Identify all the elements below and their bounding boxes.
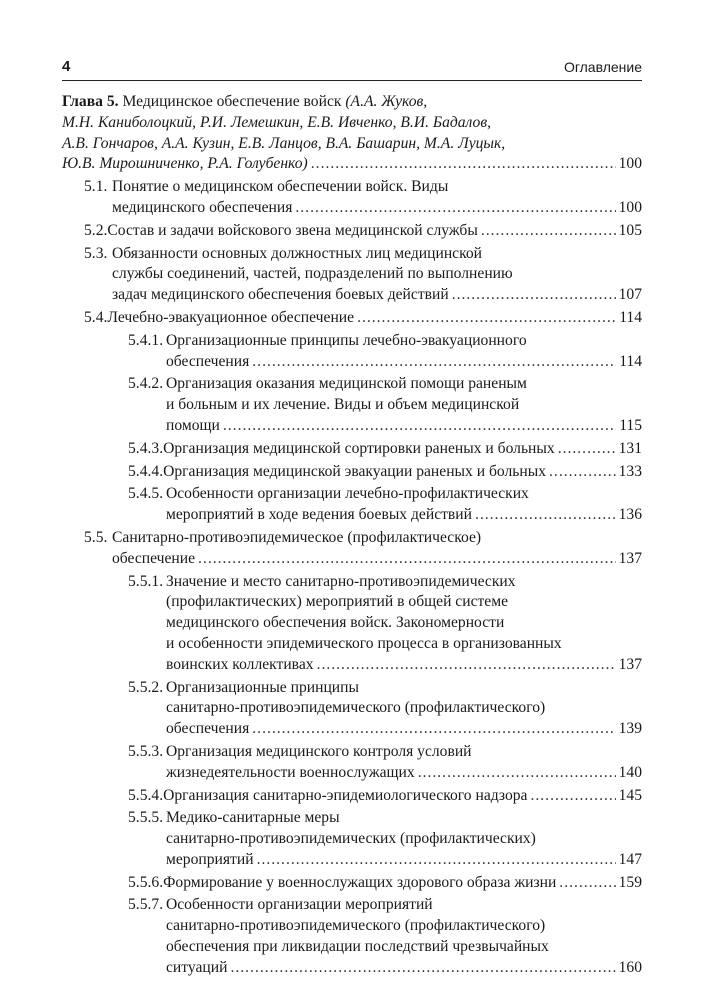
dot-leader: [357, 308, 616, 329]
section-title-line: обеспечение: [112, 549, 196, 567]
section-number: 5.4.1.: [128, 331, 164, 349]
toc-entry[interactable]: [62, 374, 642, 436]
toc-entry[interactable]: [62, 786, 642, 807]
toc-entry[interactable]: [62, 528, 642, 570]
section-number: 5.4.4.: [128, 462, 164, 480]
page-ref: 137: [618, 549, 642, 567]
page-ref: 159: [618, 873, 642, 891]
section-number: 5.4.5.: [128, 485, 164, 503]
section-number: 5.5.7.: [128, 896, 164, 914]
dot-leader: [252, 719, 615, 740]
section-number: 5.5.6.: [128, 873, 164, 891]
section-number: 5.5.2.: [128, 678, 164, 696]
section-title-line: задач медицинского обеспечения боевых действий: [112, 286, 449, 304]
page-ref: 139: [618, 720, 642, 738]
section-title-line: Организационные принципы лечебно-эвакуационного: [166, 331, 527, 349]
toc-entry[interactable]: [62, 221, 642, 242]
section-number: 5.3.: [84, 244, 108, 262]
section-title-line: медицинского обеспечения войск. Закономерности: [166, 614, 505, 632]
section-title-line: обеспечения: [166, 720, 250, 738]
page-ref: 114: [619, 308, 642, 326]
page-ref: 147: [618, 850, 642, 868]
dot-leader: [481, 221, 616, 242]
chapter-label: Глава 5.: [62, 93, 119, 110]
section-title-line: Особенности организации лечебно-профилактических: [166, 485, 529, 503]
page-ref: 115: [619, 416, 642, 434]
section-number: 5.4.3.: [128, 439, 164, 457]
section-number: 5.5.: [84, 528, 108, 546]
section-title-line: санитарно-противоэпидемического (профилактического): [166, 699, 546, 717]
section-number: 5.5.3.: [128, 742, 164, 760]
section-title-line: Организация санитарно-эпидемиологического надзора: [163, 786, 528, 804]
section-number: 5.5.5.: [128, 809, 164, 827]
dot-leader: [530, 786, 615, 807]
toc-entry[interactable]: [62, 742, 642, 784]
page-ref: 137: [618, 655, 642, 673]
page-ref: 105: [618, 221, 642, 239]
dot-leader: [452, 285, 616, 306]
toc-entry[interactable]: [62, 308, 642, 329]
running-title: Оглавление: [563, 59, 642, 75]
toc-entry[interactable]: [62, 331, 642, 373]
dot-leader: [295, 198, 615, 219]
dot-leader: [257, 850, 616, 871]
dot-leader: [317, 655, 616, 676]
chapter-authors: А.В. Гончаров, А.А. Кузин, Е.В. Ланцов, В.А. Башарин, М.А. Луцык,: [62, 134, 506, 152]
page-ref: 145: [618, 786, 642, 804]
section-title-line: Особенности организации мероприятий: [166, 896, 433, 914]
section-number: 5.2.: [84, 221, 108, 239]
page-ref: 114: [619, 352, 642, 370]
section-title-line: Обязанности основных должностных лиц медицинской: [112, 244, 483, 262]
toc-entry[interactable]: [62, 873, 642, 894]
dot-leader: [223, 416, 616, 437]
dot-leader: [311, 154, 616, 175]
toc-entry[interactable]: [62, 572, 642, 676]
section-title-line: и особенности эпидемического процесса в организованных: [166, 634, 562, 652]
section-title-line: помощи: [166, 416, 220, 434]
section-number: 5.4.: [84, 308, 108, 326]
toc-entries: [62, 177, 642, 978]
page-ref: 107: [618, 286, 642, 304]
page-ref: 160: [618, 958, 642, 976]
section-title-line: мероприятий в ходе ведения боевых действий: [166, 506, 472, 524]
section-title-line: Состав и задачи войскового звена медицинской службы: [107, 221, 478, 239]
section-number: 5.5.1.: [128, 572, 164, 590]
section-title-line: Организация медицинского контроля условий: [166, 742, 472, 760]
page-ref: 131: [618, 439, 642, 457]
section-title-line: жизнедеятельности военнослужащих: [166, 763, 415, 781]
section-title-line: Организация медицинской сортировки раненых и больных: [163, 439, 555, 457]
section-title-line: Лечебно-эвакуационное обеспечение: [107, 308, 355, 326]
dot-leader: [558, 439, 616, 460]
section-number: 5.5.4.: [128, 786, 164, 804]
toc-chapter-5[interactable]: [62, 92, 642, 175]
section-title-line: мероприятий: [166, 850, 254, 868]
section-number: 5.1.: [84, 178, 108, 196]
page-ref: 133: [618, 462, 642, 480]
dot-leader: [252, 352, 616, 373]
dot-leader: [559, 873, 615, 894]
section-title-line: Значение и место санитарно-противоэпидемических: [166, 572, 516, 590]
dot-leader: [230, 958, 615, 979]
page-number: 4: [62, 58, 71, 75]
chapter-authors: М.Н. Каниболоцкий, Р.И. Лемешкин, Е.В. Ивченко, В.И. Бадалов,: [62, 113, 492, 131]
section-title-line: Санитарно-противоэпидемическое (профилактическое): [112, 528, 482, 546]
section-title-line: Понятие о медицинском обеспечении войск. Виды: [112, 178, 449, 196]
toc-entry[interactable]: [62, 177, 642, 219]
section-title-line: Организационные принципы: [166, 678, 359, 696]
section-title-line: Организация медицинской эвакуации раненых и больных: [163, 462, 547, 480]
page-ref: 100: [618, 198, 642, 216]
toc-entry[interactable]: [62, 439, 642, 460]
section-title-line: ситуаций: [166, 958, 228, 976]
section-title-line: санитарно-противоэпидемического (профилактического): [166, 917, 546, 935]
dot-leader: [418, 763, 616, 784]
page-ref: 140: [618, 763, 642, 781]
chapter-authors: (А.А. Жуков,: [345, 93, 428, 110]
section-number: 5.4.2.: [128, 375, 164, 393]
toc-entry[interactable]: [62, 484, 642, 526]
table-of-contents: [62, 92, 642, 979]
dot-leader: [549, 462, 616, 483]
section-title-line: обеспечения: [166, 352, 250, 370]
section-title-line: обеспечения при ликвидации последствий чрезвычайных: [166, 938, 549, 956]
chapter-authors: Ю.В. Мирошниченко, Р.А. Голубенко): [62, 155, 308, 173]
page-ref: 100: [618, 155, 642, 173]
section-title-line: Организация оказания медицинской помощи раненым: [166, 375, 527, 393]
dot-leader: [475, 505, 616, 526]
section-title-line: службы соединений, частей, подразделений по выполнению: [112, 265, 513, 283]
section-title-line: Медико-санитарные меры: [166, 809, 340, 827]
running-header: [62, 58, 642, 81]
dot-leader: [198, 549, 616, 570]
section-title-line: (профилактических) мероприятий в общей системе: [166, 593, 509, 611]
chapter-title: Медицинское обеспечение войск: [122, 93, 342, 110]
section-title-line: Формирование у военнослужащих здорового образа жизни: [163, 873, 557, 891]
section-title-line: санитарно-противоэпидемических (профилактических): [166, 830, 536, 848]
page-ref: 136: [618, 506, 642, 524]
toc-entry[interactable]: [62, 462, 642, 483]
section-title-line: медицинского обеспечения: [112, 198, 293, 216]
section-title-line: и больным и их лечение. Виды и объем медицинской: [166, 396, 520, 414]
toc-entry[interactable]: [62, 244, 642, 306]
toc-entry[interactable]: [62, 678, 642, 740]
section-title-line: воинских коллективах: [166, 655, 314, 673]
toc-entry[interactable]: [62, 895, 642, 978]
toc-entry[interactable]: [62, 808, 642, 870]
